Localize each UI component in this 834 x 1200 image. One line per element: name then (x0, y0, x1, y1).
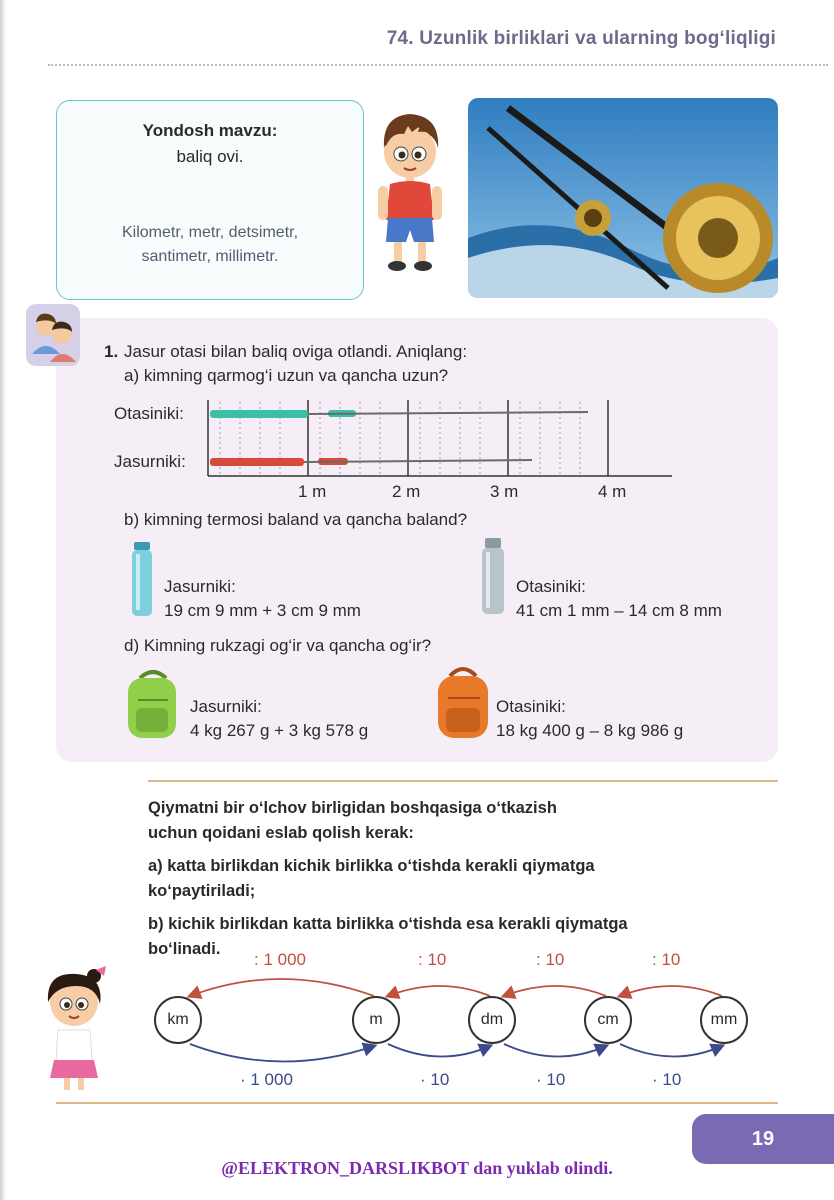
rule-b-line-2: bo‘linadi. (148, 940, 221, 958)
rod-father-label: Otasiniki: (114, 404, 184, 423)
task-number: 1. (104, 342, 119, 361)
ruler-tick-3m: 3 m (490, 482, 519, 501)
rules-divider-bottom (56, 1102, 778, 1104)
father-thermos-icon (478, 538, 508, 618)
thermos-father-label: Otasiniki: (516, 577, 586, 596)
divide-label-m-dm: : 10 (418, 950, 447, 969)
ruler-tick-4m: 4 m (598, 482, 627, 501)
green-backpack-icon (122, 668, 184, 742)
question-b: b) kimning termosi baland va qancha baland? (124, 510, 468, 529)
multiply-label-km-m: · 1 000 (240, 1070, 293, 1089)
thermos-father-expression: 41 cm 1 mm – 14 cm 8 mm (516, 601, 722, 620)
rod-jasur-label: Jasurniki: (114, 452, 186, 471)
bag-jasur-label: Jasurniki: (190, 697, 262, 716)
thermos-jasur-label: Jasurniki: (164, 577, 236, 596)
units-list-line-1: Kilometr, metr, detsimetr, (121, 224, 299, 241)
bag-jasur-expression: 4 kg 267 g + 3 kg 578 g (190, 721, 369, 740)
book-spine-shadow (0, 0, 6, 1200)
conversion-rules (148, 796, 628, 962)
task-intro: Jasur otasi bilan baliq oviga otlandi. Aniqlang: (124, 342, 468, 361)
units-list-line-2: santimetr, millimetr. (141, 248, 279, 265)
page-number: 19 (751, 1128, 775, 1150)
related-topic-label: Yondosh mavzu: (142, 121, 278, 140)
lesson-title: 74. Uzunlik birliklari va ularning bog‘liqligi (386, 28, 776, 49)
header-divider (48, 64, 828, 66)
jasur-thermos-icon (128, 542, 156, 620)
related-topic-subject: baliq ovi. (176, 147, 244, 166)
question-d: d) Kimning rukzagi og‘ir va qancha og‘ir? (124, 636, 432, 655)
multiply-label-m-dm: · 10 (420, 1070, 450, 1089)
rules-line-2: uchun qoidani eslab qolish kerak: (148, 824, 414, 842)
bag-father-label: Otasiniki: (496, 697, 566, 716)
rule-b-line-1: b) kichik birlikdan katta birlikka o‘tishda esa kerakli qiymatga (148, 915, 628, 933)
unit-km: km (154, 996, 202, 1044)
orange-backpack-icon (432, 664, 494, 742)
divide-label-cm-mm: : 10 (652, 950, 681, 969)
rule-a-line-2: ko‘paytiriladi; (148, 882, 256, 900)
rod-length-ruler (200, 394, 680, 480)
rules-divider-top (148, 780, 778, 782)
thermos-jasur-expression: 19 cm 9 mm + 3 cm 9 mm (164, 601, 361, 620)
bag-father-expression: 18 kg 400 g – 8 kg 986 g (496, 721, 684, 740)
unit-mm: mm (700, 996, 748, 1044)
ruler-tick-2m: 2 m (392, 482, 421, 501)
unit-cm: cm (584, 996, 632, 1044)
related-topic-box (56, 100, 364, 300)
girl-illustration (36, 966, 114, 1094)
boy-illustration (368, 108, 452, 276)
multiply-label-dm-cm: · 10 (536, 1070, 566, 1089)
ruler-tick-1m: 1 m (298, 482, 327, 501)
rule-a-line-1: a) katta birlikdan kichik birlikka o‘tishda kerakli qiymatga (148, 857, 595, 875)
units-list (57, 221, 363, 269)
question-a: a) kimning qarmog‘i uzun va qancha uzun? (124, 366, 449, 385)
rules-line-1: Qiymatni bir o‘lchov birligidan boshqasiga o‘tkazish (148, 799, 557, 817)
divide-label-dm-cm: : 10 (536, 950, 565, 969)
divide-label-km-m: : 1 000 (254, 950, 306, 969)
download-source-footer: @ELEKTRON_DARSLIKBOT dan yuklab olindi. (221, 1158, 613, 1178)
pair-work-icon (26, 304, 80, 366)
fishing-reel-photo (468, 98, 778, 298)
unit-dm: dm (468, 996, 516, 1044)
unit-m: m (352, 996, 400, 1044)
multiply-label-cm-mm: · 10 (652, 1070, 682, 1089)
